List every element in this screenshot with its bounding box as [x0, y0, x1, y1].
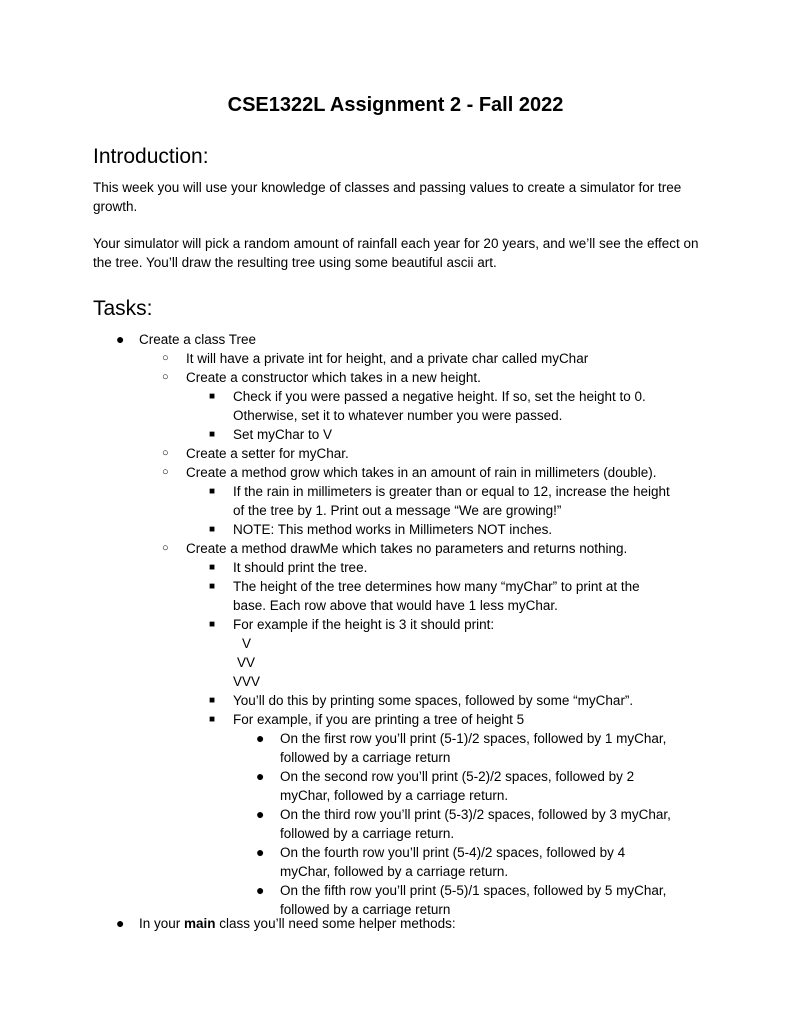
- bullet-icon: ●: [256, 768, 265, 784]
- square-bullet-icon: ■: [209, 619, 216, 630]
- task-setter: Create a setter for myChar.: [186, 446, 349, 461]
- hollow-bullet-icon: ○: [162, 542, 169, 554]
- row-1-line-2: followed by a carriage return: [280, 750, 451, 765]
- introduction-heading: Introduction:: [93, 145, 209, 168]
- square-bullet-icon: ■: [209, 562, 216, 573]
- task-height-base-line-2: base. Each row above that would have 1 less myChar.: [233, 598, 558, 613]
- task-grow-rule-line-1: If the rain in millimeters is greater than or equal to 12, increase the height: [233, 484, 670, 499]
- square-bullet-icon: ■: [209, 695, 216, 706]
- task-grow-method: Create a method grow which takes in an amount of rain in millimeters (double).: [186, 465, 657, 480]
- intro-paragraph-2: Your simulator will pick a random amount of rainfall each year for 20 years, and we’ll see the effect on the tree. You’ll draw the resulting tree using some beautiful ascii art.: [93, 236, 699, 270]
- bullet-icon: ●: [116, 915, 125, 931]
- bullet-icon: ●: [256, 882, 265, 898]
- task-printing-spaces: You’ll do this by printing some spaces, followed by some “myChar”.: [233, 693, 634, 708]
- bullet-icon: ●: [256, 730, 265, 746]
- bullet-icon: ●: [256, 844, 265, 860]
- task-main-helpers: [139, 914, 456, 933]
- row-1-line-1: On the first row you’ll print (5-1)/2 spaces, followed by 1 myChar,: [280, 731, 667, 746]
- square-bullet-icon: ■: [209, 714, 216, 725]
- square-bullet-icon: ■: [209, 391, 216, 402]
- task-set-mychar: Set myChar to V: [233, 427, 333, 442]
- document-title: CSE1322L Assignment 2 - Fall 2022: [227, 94, 564, 116]
- task-grow-rule-line-2: of the tree by 1. Print out a message “We are growing!”: [233, 503, 562, 518]
- ascii-tree-row-1: V: [242, 636, 252, 651]
- task-print-tree: It should print the tree.: [233, 560, 368, 575]
- hollow-bullet-icon: ○: [162, 447, 169, 459]
- main-keyword: main: [184, 916, 216, 931]
- task-example-height-3: For example if the height is 3 it should print:: [233, 617, 495, 632]
- intro-paragraph-1: This week you will use your knowledge of classes and passing values to create a simulator for tree growth.: [93, 180, 682, 214]
- main-helpers-prefix: In your: [139, 916, 185, 931]
- square-bullet-icon: ■: [209, 429, 216, 440]
- hollow-bullet-icon: ○: [162, 371, 169, 383]
- task-negative-height-line-2: Otherwise, set it to whatever number you were passed.: [233, 408, 563, 423]
- row-2-line-2: myChar, followed by a carriage return.: [280, 788, 509, 803]
- square-bullet-icon: ■: [209, 524, 216, 535]
- task-negative-height-line-1: Check if you were passed a negative height. If so, set the height to 0.: [233, 389, 646, 404]
- hollow-bullet-icon: ○: [162, 352, 169, 364]
- task-constructor: Create a constructor which takes in a new height.: [186, 370, 481, 385]
- main-helpers-suffix: class you’ll need some helper methods:: [215, 916, 456, 931]
- row-4-line-2: myChar, followed by a carriage return.: [280, 864, 509, 879]
- task-height-base-line-1: The height of the tree determines how many “myChar” to print at the: [233, 579, 640, 594]
- square-bullet-icon: ■: [209, 486, 216, 497]
- row-4-line-1: On the fourth row you’ll print (5-4)/2 spaces, followed by 4: [280, 845, 626, 860]
- hollow-bullet-icon: ○: [162, 466, 169, 478]
- task-private-fields: It will have a private int for height, and a private char called myChar: [186, 351, 589, 366]
- task-note-millimeters: NOTE: This method works in Millimeters NOT inches.: [233, 522, 553, 537]
- row-3-line-1: On the third row you’ll print (5-3)/2 spaces, followed by 3 myChar,: [280, 807, 671, 822]
- ascii-tree-row-2: VV: [237, 655, 256, 670]
- bullet-icon: ●: [256, 806, 265, 822]
- task-create-class-tree: Create a class Tree: [139, 332, 257, 347]
- tasks-heading: Tasks:: [93, 297, 153, 320]
- row-5-line-1: On the fifth row you’ll print (5-5)/1 spaces, followed by 5 myChar,: [280, 883, 667, 898]
- bullet-icon: ●: [116, 331, 125, 347]
- row-5-line-2: followed by a carriage return: [280, 902, 451, 917]
- row-2-line-1: On the second row you’ll print (5-2)/2 spaces, followed by 2: [280, 769, 635, 784]
- ascii-tree-row-3: VVV: [233, 674, 261, 689]
- task-example-height-5: For example, if you are printing a tree of height 5: [233, 712, 525, 727]
- row-3-line-2: followed by a carriage return.: [280, 826, 455, 841]
- task-drawme-method: Create a method drawMe which takes no parameters and returns nothing.: [186, 541, 628, 556]
- square-bullet-icon: ■: [209, 581, 216, 592]
